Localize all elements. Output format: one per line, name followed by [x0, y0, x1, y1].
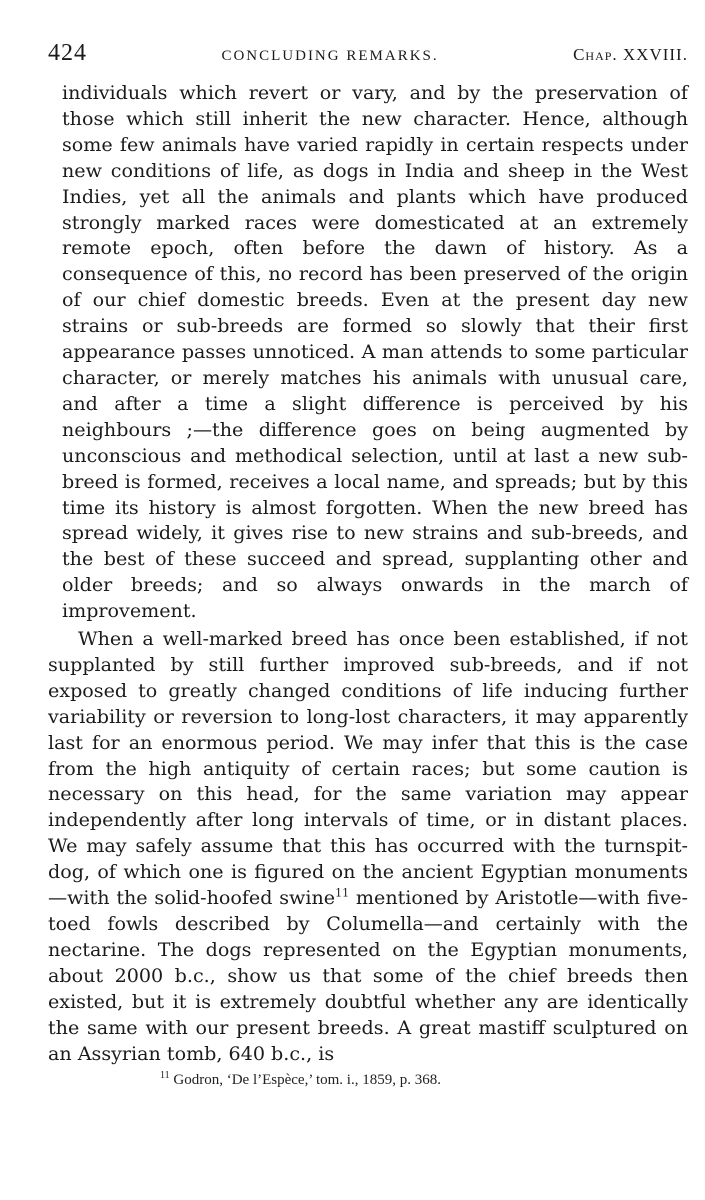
body-paragraph-continued: individuals which revert or vary, and by the preservation of those which still inherit the new character. Hence, although some few animals have varied rapidly in certain respects under new conditions of life, as dogs in India and sheep in the West Indies, yet all the animals and plants which have produced strongly marked races were domesticated at an extremely remote epoch, often before the dawn of history. As a consequence of this, no record has been preserved of the origin of our chief domestic breeds. Even at the present day new strains or sub-breeds are formed so slowly that their first appearance passes unnoticed. A man attends to some particular character, or merely matches his animals with unusual care, and after a time a slight difference is perceived by his neighbours ;—the difference goes on being augmented by unconscious and methodical selection, until at last a new sub-breed is formed, receives a local name, and spreads; but by this time its history is almost forgotten. When the new breed has spread widely, it gives rise to new strains and sub-breeds, and the best of these succeed and spread, supplanting other and older breeds; and so always onwards in the march of improvement.	[62, 81, 688, 623]
footnote-text: Godron, ‘De l’Espèce,’ tom. i., 1859, p. 368.	[169, 1072, 441, 1089]
page-number: 424	[48, 40, 87, 66]
body-paragraph	[48, 626, 688, 1066]
footnote	[48, 1072, 688, 1089]
running-title: CONCLUDING REMARKS.	[221, 48, 439, 64]
book-page	[48, 40, 688, 1089]
paragraph-text-part-2: mentioned by Aristotle—with five-toed fowls described by Columella—and certainly with the nectarine. The dogs represented on the Egyptian monuments, about 2000 b.c., show us that some of the chief breeds then existed, but it is extremely doubtful whether any are identically the same with our present breeds. A great mastiff sculptured on an Assyrian tomb, 640 b.c., is	[48, 886, 688, 1065]
footnote-reference: 11	[335, 886, 350, 900]
paragraph-text-part-1: When a well-marked breed has once been established, if not supplanted by still further improved sub-breeds, and if not exposed to greatly changed conditions of life inducing further variability or reversion to long-lost characters, it may apparently last for an enormous period. We may infer that this is the case from the high antiquity of certain races; but some caution is necessary on this head, for the same variation may appear independently after long intervals of time, or in distant places. We may safely assume that this has occurred with the turnspit-dog, of which one is figured on the ancient Egyptian monuments—with the solid-hoofed swine	[48, 627, 688, 910]
chapter-reference: Chap. XXVIII.	[573, 45, 688, 64]
running-head	[48, 40, 688, 72]
footnote-number: 11	[160, 1070, 170, 1082]
